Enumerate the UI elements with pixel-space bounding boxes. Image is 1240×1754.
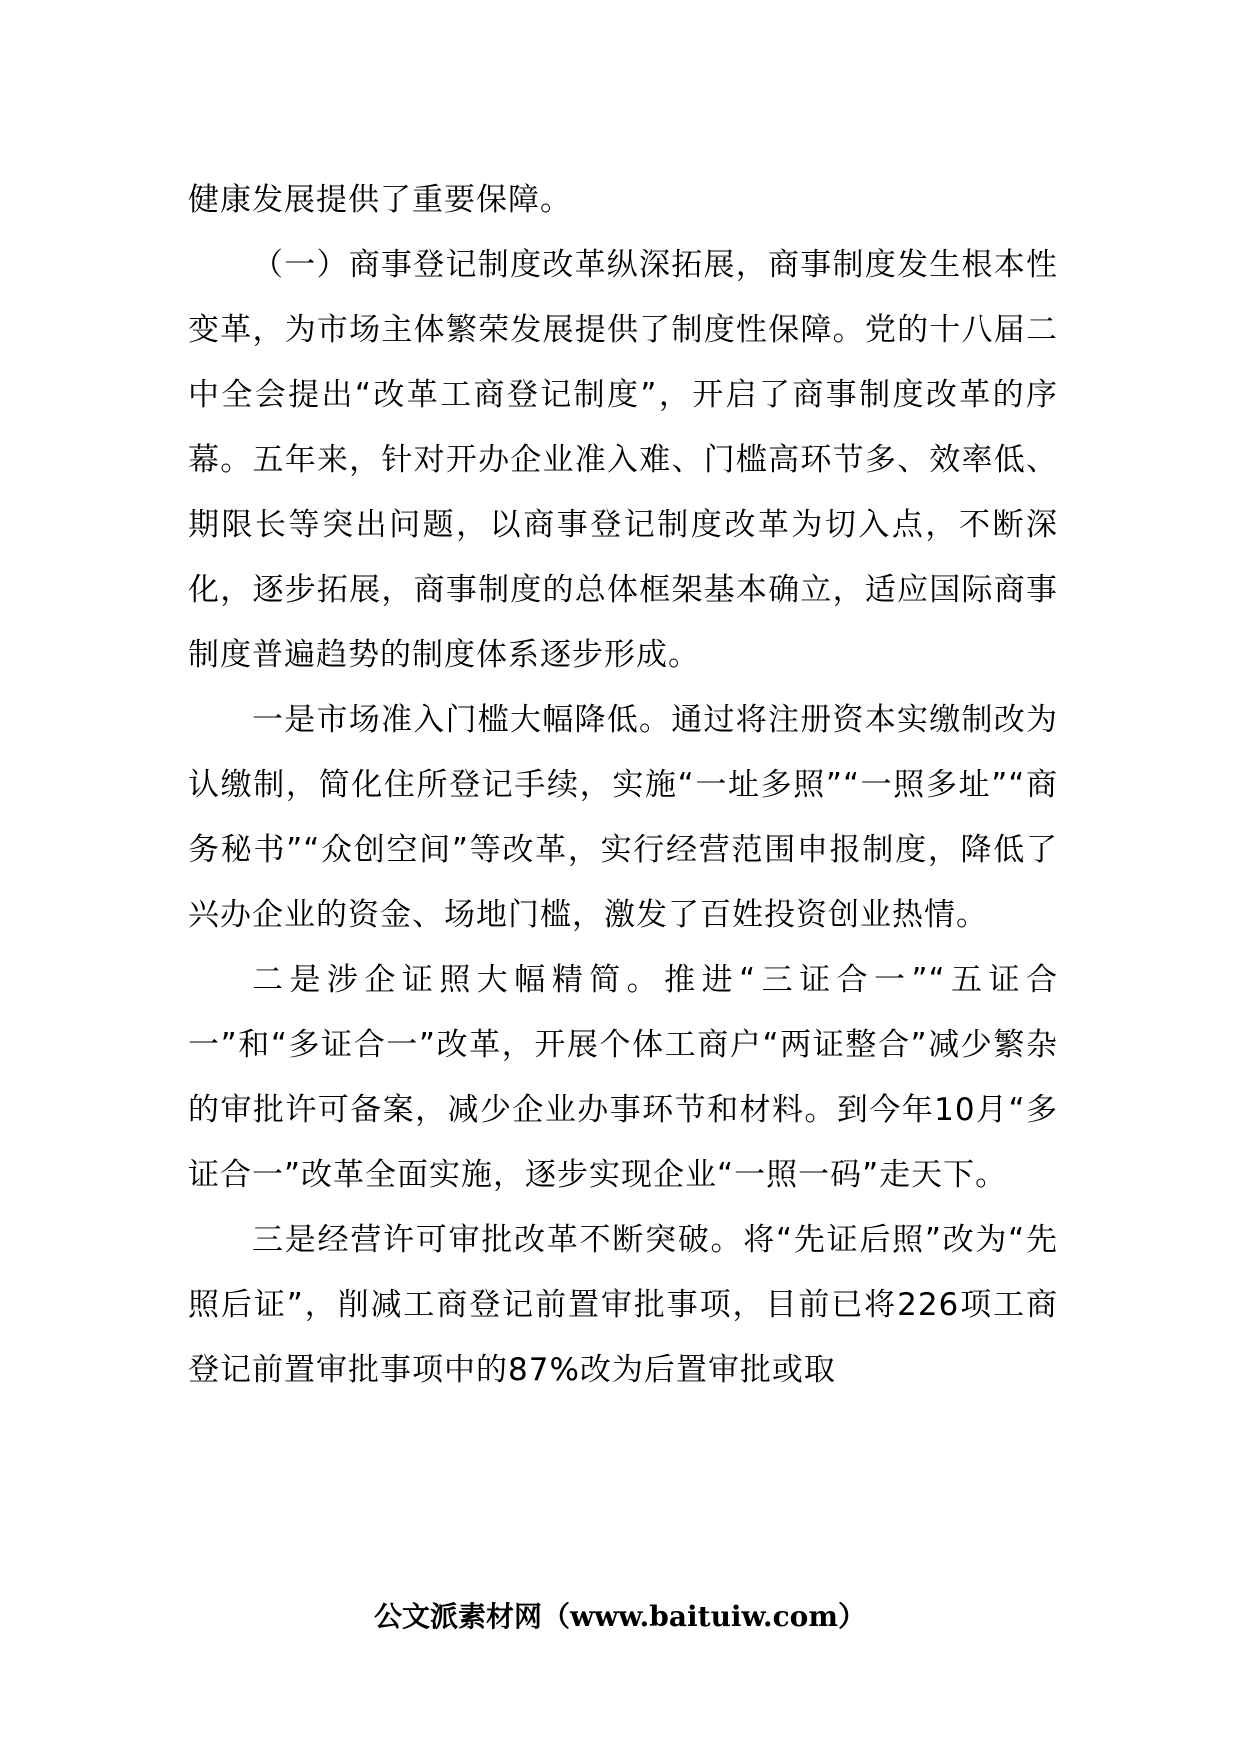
document-body bbox=[188, 168, 1058, 1403]
paragraph-2: （一）商事登记制度改革纵深拓展，商事制度发生根本性变革，为市场主体繁荣发展提供了制度性保障。党的十八届二中全会提出“改革工商登记制度”，开启了商事制度改革的序幕。五年来，针对开办企业准入难、门槛高环节多、效率低、期限长等突出问题，以商事登记制度改革为切入点，不断深化，逐步拓展，商事制度的总体框架基本确立，适应国际商事制度普遍趋势的制度体系逐步形成。 bbox=[188, 247, 1058, 673]
footer-watermark: 公文派素材网（www.baituiw.com） bbox=[374, 1600, 866, 1633]
paragraph-3: 一是市场准入门槛大幅降低。通过将注册资本实缴制改为认缴制，简化住所登记手续，实施“一址多照”“一照多址”“商务秘书”“众创空间”等改革，实行经营范围申报制度，降低了兴办企业的资金、场地门槛，激发了百姓投资创业热情。 bbox=[188, 702, 1058, 933]
paragraph-4: 二是涉企证照大幅精简。推进“三证合一”“五证合一”和“多证合一”改革，开展个体工商户“两证整合”减少繁杂的审批许可备案，减少企业办事环节和材料。到今年10月“多证合一”改革全面实施，逐步实现企业“一照一码”走天下。 bbox=[188, 962, 1058, 1193]
paragraph-5: 三是经营许可审批改革不断突破。将“先证后照”改为“先照后证”，削减工商登记前置审批事项，目前已将226项工商登记前置审批事项中的87%改为后置审批或取 bbox=[188, 1222, 1058, 1388]
paragraph-1: 健康发展提供了重要保障。 bbox=[188, 182, 572, 218]
